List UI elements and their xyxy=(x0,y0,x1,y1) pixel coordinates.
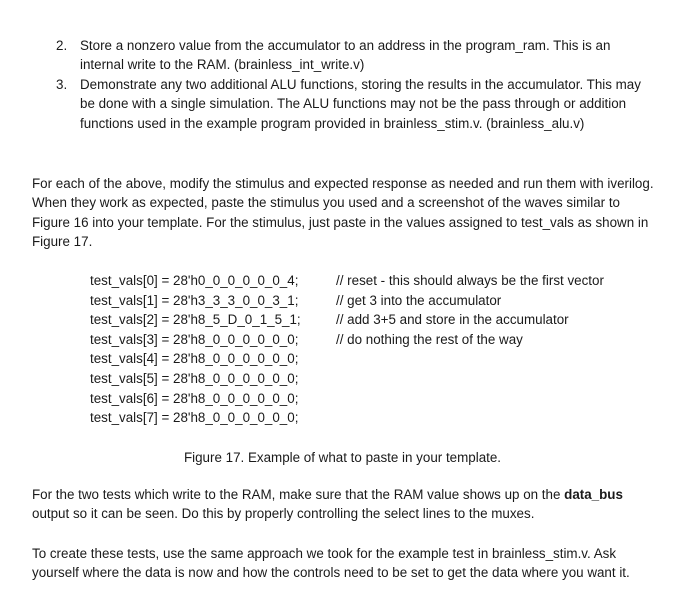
code-listing xyxy=(90,271,604,428)
instructions-paragraph: For each of the above, modify the stimulus and expected response as needed and run them with iverilog. When they work as expected, paste the stimulus you used and a screenshot of the waves similar to Figure 16 into your template. For the stimulus, just paste in the values assigned to test_vals as shown in Figure 17. xyxy=(32,176,654,250)
code-statement: test_vals[2] = 28'h8_5_D_0_1_5_1; xyxy=(90,312,301,328)
code-line xyxy=(90,389,604,409)
ram-paragraph xyxy=(32,485,657,524)
ram-paragraph-text: output so it can be seen. Do this by properly controlling the select lines to the muxes. xyxy=(32,506,535,522)
code-line xyxy=(90,408,604,428)
numbered-list xyxy=(0,36,675,133)
ram-paragraph-text: For the two tests which write to the RAM, make sure that the RAM value shows up on the xyxy=(32,487,565,502)
code-comment: // reset - this should always be the first vector xyxy=(336,273,604,288)
code-line xyxy=(90,271,604,291)
code-statement: test_vals[4] = 28'h8_0_0_0_0_0_0; xyxy=(90,351,299,367)
list-item-3 xyxy=(0,75,650,133)
ram-paragraph-bold: data_bus xyxy=(564,487,623,502)
code-statement: test_vals[0] = 28'h0_0_0_0_0_0_4; xyxy=(90,273,299,288)
approach-paragraph: To create these tests, use the same approach we took for the example test in brainless_stim.v. Ask yourself where the data is now and how the controls need to be set to get the data where you want it. xyxy=(32,546,630,581)
code-statement: test_vals[5] = 28'h8_0_0_0_0_0_0; xyxy=(90,370,299,386)
list-item-2 xyxy=(0,36,650,75)
code-comment: // do nothing the rest of the way xyxy=(336,331,523,347)
list-item-number: 3. xyxy=(56,76,68,92)
figure-caption: Figure 17. Example of what to paste in your template. xyxy=(183,450,502,465)
code-line xyxy=(90,291,604,311)
code-line xyxy=(90,330,604,350)
list-item-text: Demonstrate any two additional ALU functions, storing the results in the accumulator. This may be done with a single simulation. The ALU functions may not be the pass through or addition functions used in the example program provided in brainless_stim.v. (brainless_alu.v) xyxy=(80,76,641,131)
code-comment: // get 3 into the accumulator xyxy=(336,292,502,308)
list-item-number: 2. xyxy=(56,38,68,53)
code-statement: test_vals[3] = 28'h8_0_0_0_0_0_0; xyxy=(90,331,299,347)
code-line xyxy=(90,310,604,330)
code-line xyxy=(90,349,604,369)
code-comment: // add 3+5 and store in the accumulator xyxy=(336,312,569,328)
list-item-text: Store a nonzero value from the accumulator to an address in the program_ram. This is an internal write to the RAM. (brainless_int_write.v) xyxy=(80,38,611,73)
code-statement: test_vals[6] = 28'h8_0_0_0_0_0_0; xyxy=(90,390,299,406)
code-statement: test_vals[1] = 28'h3_3_3_0_0_3_1; xyxy=(90,292,299,308)
code-statement: test_vals[7] = 28'h8_0_0_0_0_0_0; xyxy=(90,410,299,426)
code-line xyxy=(90,369,604,389)
